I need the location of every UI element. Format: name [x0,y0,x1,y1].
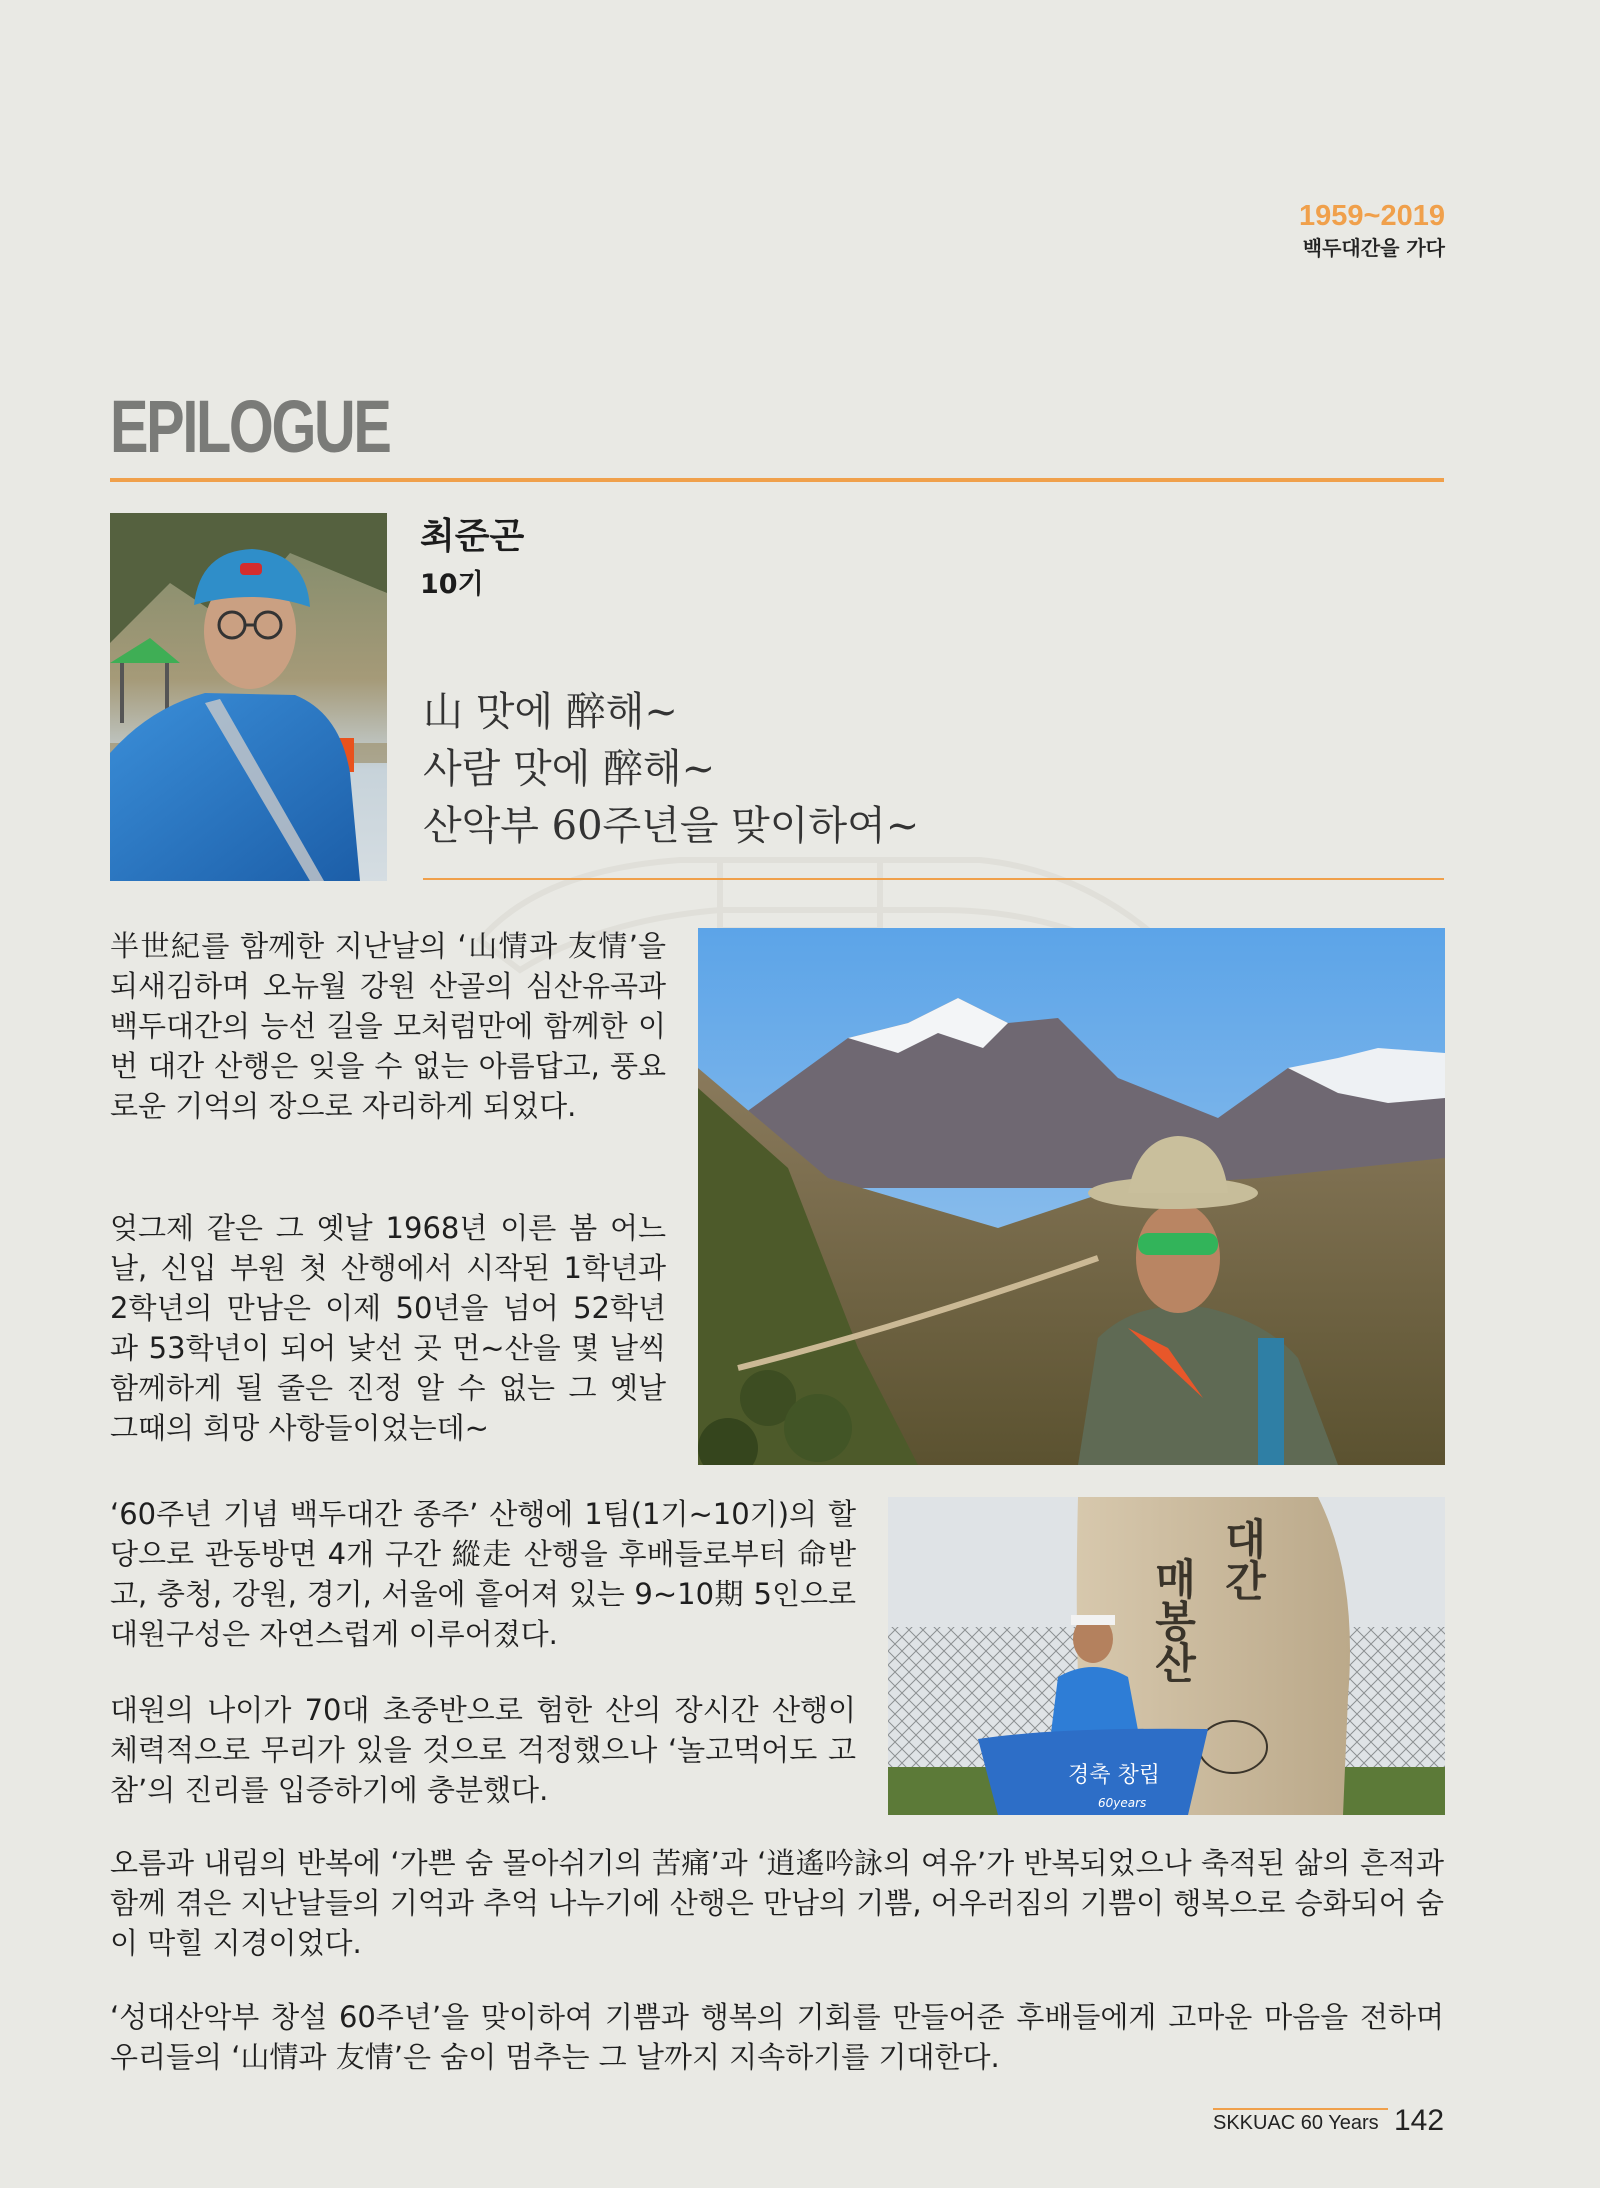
author-portrait-photo [110,513,387,881]
author-generation: 10기 [420,569,484,600]
body-paragraph-1: 半世紀를 함께한 지난날의 ‘山情과 友情’을 되새김하며 오뉴월 강원 산골의 심산유곡과 백두대간의 능선 길을 모처럼만에 함께한 이번 대간 산행은 잊을 수 없는 아름답고, 풍요로운 기억의 장으로 자리하게 되었다. [110,929,666,1123]
body-paragraph-3: ‘60주년 기념 백두대간 종주’ 산행에 1팀(1기~10기)의 할당으로 관동방면 4개 구간 縱走 산행을 후배들로부터 命받고, 충청, 강원, 경기, 서울에 흩어져 있는 9~10期 5인으로 대원구성은 자연스럽게 이루어졌다. [110,1497,856,1651]
footer-divider [1213,2108,1388,2110]
maebongsan-summit-photo [888,1497,1445,1815]
section-title: EPILOGUE [110,385,390,468]
banner-small-text: 60years [1098,1796,1147,1810]
poem-line-2: 사람 맛에 醉해~ [423,746,716,792]
page-number: 142 [1394,2104,1445,2137]
header-years: 1959~2019 [1299,200,1445,232]
poem-line-3: 산악부 60주년을 맞이하여~ [423,803,920,849]
body-paragraph-5: 오름과 내림의 반복에 ‘가쁜 숨 몰아쉬기의 苦痛’과 ‘逍遙吟詠의 여유’가 반복되었으나 축적된 삶의 흔적과 함께 겪은 지난날들의 기억과 추억 나누기에 산행은 만남의 기쁨, 어우러짐의 기쁨이 행복으로 승화되어 숨이 막힐 지경이었다. [110,1846,1444,1960]
poem-divider [423,878,1444,880]
himalaya-hiker-photo [698,928,1445,1465]
stone-right-text: 대간 [1218,1517,1268,1601]
title-divider [110,478,1444,482]
stone-left-text: 매봉산 [1148,1557,1198,1683]
header-subtitle: 백두대간을 가다 [1302,236,1445,260]
footer-label: SKKUAC 60 Years [1213,2112,1379,2134]
poem [423,684,919,855]
body-paragraph-4: 대원의 나이가 70대 초중반으로 험한 산의 장시간 산행이 체력적으로 무리가 있을 것으로 걱정했으나 ‘놀고먹어도 고참’의 진리를 입증하기에 충분했다. [110,1693,856,1807]
author-name: 최준곤 [420,516,525,557]
poem-line-1: 山 맛에 醉해~ [423,689,678,735]
body-paragraph-6: ‘성대산악부 창설 60주년’을 맞이하여 기쁨과 행복의 기회를 만들어준 후배들에게 고마운 마음을 전하며 우리들의 ‘山情과 友情’은 숨이 멈추는 그 날까지 지속하기를 기대한다. [110,2000,1444,2074]
body-paragraph-2: 엊그제 같은 그 옛날 1968년 이른 봄 어느 날, 신입 부원 첫 산행에서 시작된 1학년과 2학년의 만남은 이제 50년을 넘어 52학년과 53학년이 되어 낯선 곳 먼~산을 몇 날씩 함께하게 될 줄은 진정 알 수 없는 그 옛날 그때의 희망 사항들이었는데~ [110,1211,666,1445]
banner-text: 경축 창립 [1068,1763,1161,1788]
